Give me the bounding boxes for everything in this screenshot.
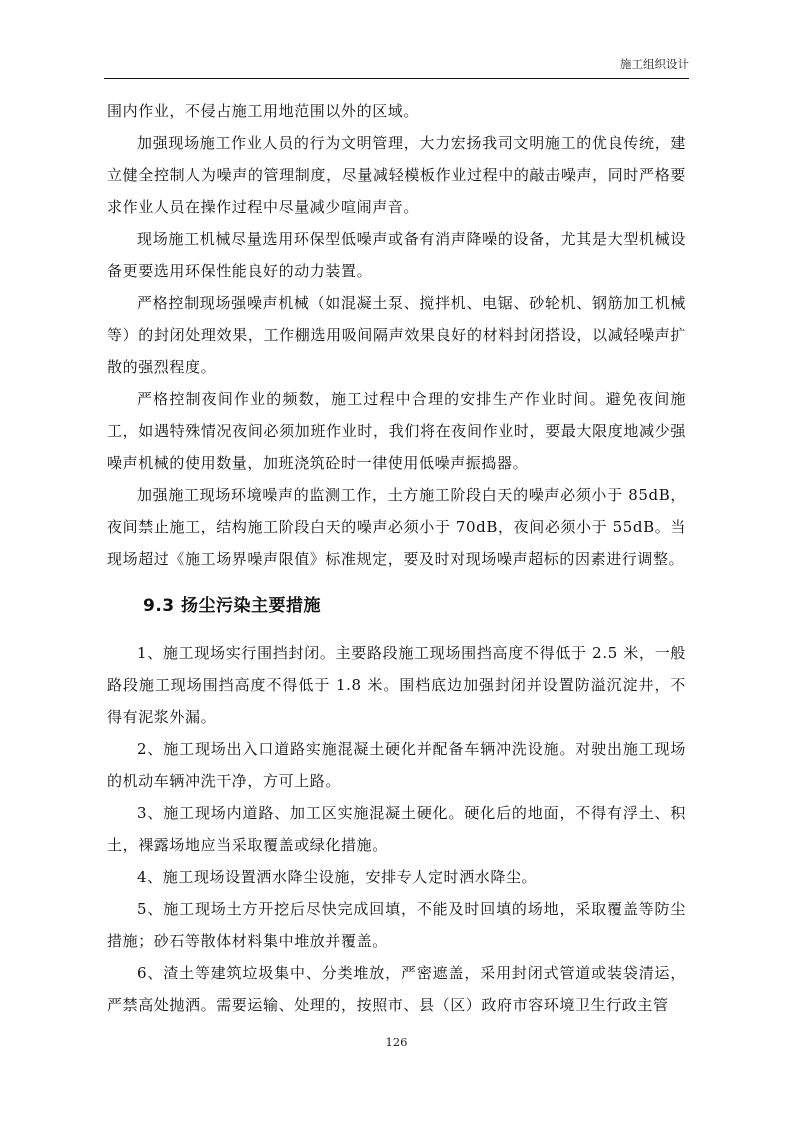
paragraph: 严格控制夜间作业的频数，施工过程中合理的安排生产作业时间。避免夜间施工，如遇特殊情况夜间必须加班作业时，我们将在夜间作业时，要最大限度地减少强噪声机械的使用数量，加班浇筑砼时一律使用低噪声振捣器。 xyxy=(107,390,686,472)
header-divider xyxy=(104,78,689,79)
running-header-title: 施工组织设计 xyxy=(620,57,689,71)
list-item: 1、施工现场实行围挡封闭。主要路段施工现场围挡高度不得低于 2.5 米，一般路段施工现场围挡高度不得低于 1.8 米。围档底边加强封闭并设置防溢沉淀井，不得有泥浆外漏。 xyxy=(107,644,686,726)
paragraph: 严格控制现场强噪声机械（如混凝土泵、搅拌机、电锯、砂轮机、钢筋加工机械等）的封闭处理效果，工作棚选用吸间隔声效果良好的材料封闭搭设，以减轻噪声扩散的强烈程度。 xyxy=(107,294,686,376)
paragraph-continuation: 围内作业，不侵占施工用地范围以外的区域。 xyxy=(107,102,420,120)
page-body xyxy=(107,95,686,1021)
paragraph: 加强施工现场环境噪声的监测工作，土方施工阶段白天的噪声必须小于 85dB，夜间禁止施工，结构施工阶段白天的噪声必须小于 70dB，夜间必须小于 55dB。当现场超过《施工场界噪声限值》标准规定，要及时对现场噪声超标的因素进行调整。 xyxy=(107,486,686,568)
list-item: 3、施工现场内道路、加工区实施混凝土硬化。硬化后的地面，不得有浮土、积土，裸露场地应当采取覆盖或绿化措施。 xyxy=(107,804,686,854)
list-item: 2、施工现场出入口道路实施混凝土硬化并配备车辆冲洗设施。对驶出施工现场的机动车辆冲洗干净，方可上路。 xyxy=(107,740,686,790)
paragraph: 现场施工机械尽量选用环保型低噪声或备有消声降噪的设备，尤其是大型机械设备更要选用环保性能良好的动力装置。 xyxy=(107,230,686,280)
list-item: 4、施工现场设置洒水降尘设施，安排专人定时洒水降尘。 xyxy=(137,868,538,886)
list-item: 5、施工现场土方开挖后尽快完成回填，不能及时回填的场地，采取覆盖等防尘措施；砂石等散体材料集中堆放并覆盖。 xyxy=(107,900,686,950)
section-heading: 9.3 扬尘污染主要措施 xyxy=(143,596,322,616)
page-number: 126 xyxy=(385,1035,408,1049)
paragraph: 加强现场施工作业人员的行为文明管理，大力宏扬我司文明施工的优良传统，建立健全控制人为噪声的管理制度，尽量减轻模板作业过程中的敲击噪声，同时严格要求作业人员在操作过程中尽量减少喧闹声音。 xyxy=(107,134,686,216)
list-item: 6、渣土等建筑垃圾集中、分类堆放，严密遮盖，采用封闭式管道或装袋清运，严禁高处抛洒。需要运输、处理的，按照市、县（区）政府市容环境卫生行政主管 xyxy=(107,964,686,1014)
